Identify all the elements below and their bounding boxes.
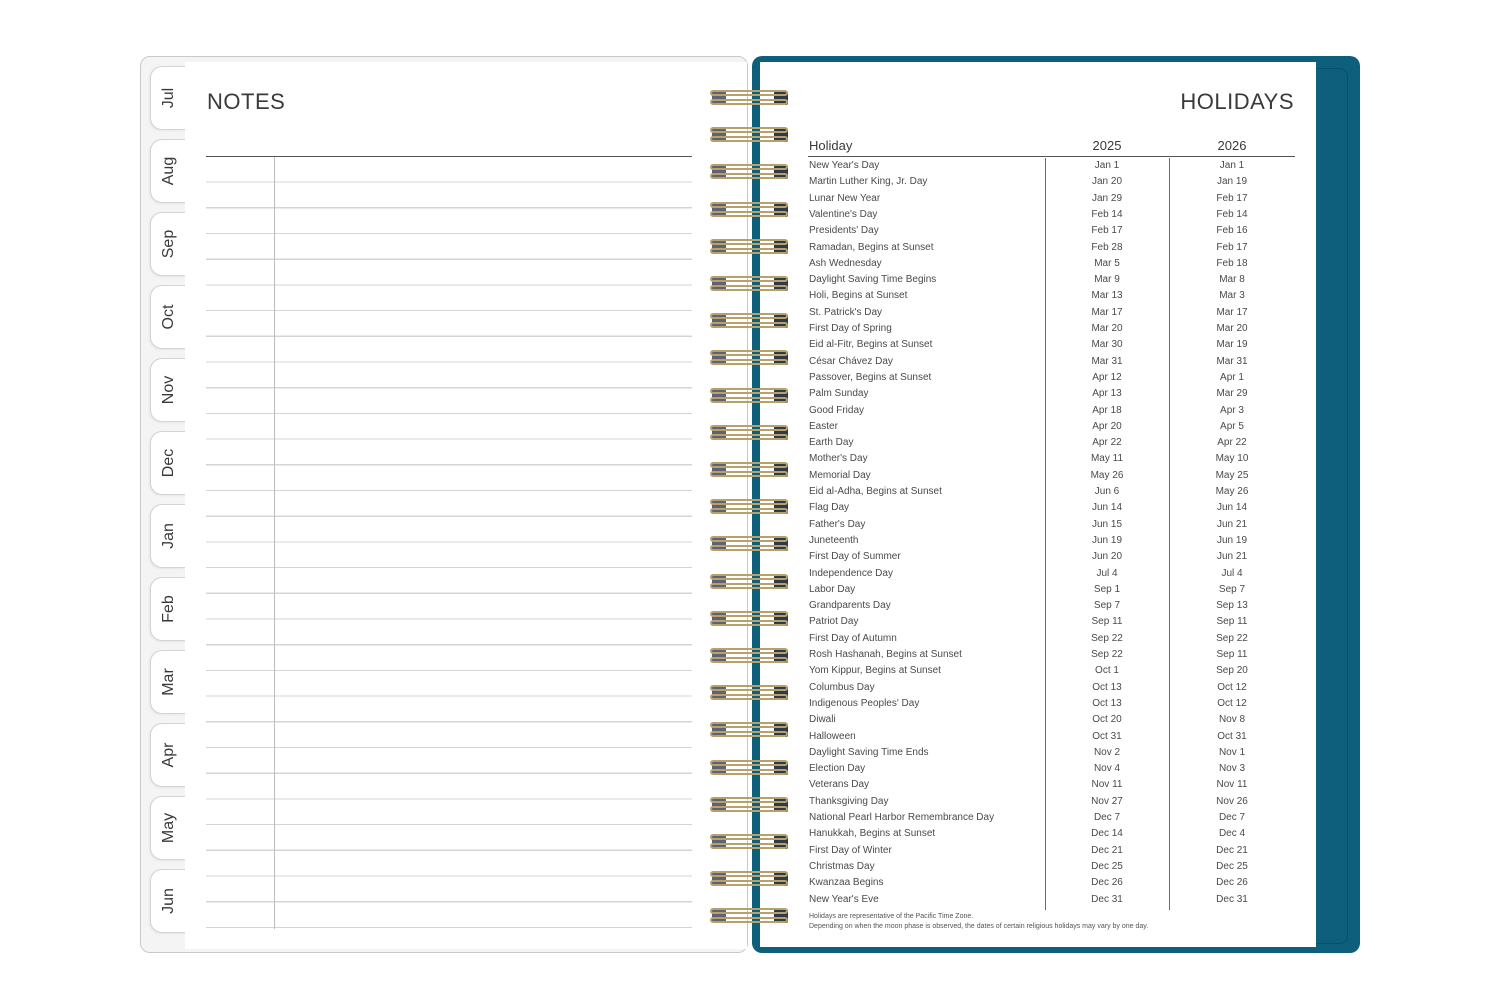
holiday-name: Yom Kippur, Begins at Sunset <box>809 665 941 677</box>
date-2026: Nov 3 <box>1218 763 1246 775</box>
date-2025: Sep 7 <box>1093 600 1121 612</box>
date-2025: Sep 22 <box>1091 632 1123 644</box>
date-2025: Sep 11 <box>1091 616 1123 628</box>
spiral-ring <box>706 572 790 592</box>
month-tab-apr[interactable] <box>150 723 186 787</box>
month-tab-label: Oct <box>159 304 177 330</box>
column-header-holiday: Holiday <box>809 138 853 153</box>
date-2025: Mar 13 <box>1091 290 1123 302</box>
holiday-name: Grandparents Day <box>809 600 891 612</box>
holiday-name: Eid al-Adha, Begins at Sunset <box>809 486 942 497</box>
holiday-name: Daylight Saving Time Begins <box>809 274 937 286</box>
spiral-ring <box>706 200 790 220</box>
date-2026: Mar 29 <box>1216 388 1248 400</box>
date-2026: Nov 26 <box>1216 795 1248 807</box>
date-2026: Oct 12 <box>1217 681 1247 693</box>
date-2026: Sep 13 <box>1216 600 1248 612</box>
date-2026: Jul 4 <box>1221 567 1243 579</box>
holiday-name: Rosh Hashanah, Begins at Sunset <box>809 649 962 660</box>
month-tab-label: Feb <box>159 595 177 623</box>
holiday-name: Hanukkah, Begins at Sunset <box>809 828 936 840</box>
date-2025: Apr 20 <box>1092 420 1122 432</box>
date-2025: May 26 <box>1090 469 1124 481</box>
date-2026: Mar 17 <box>1216 306 1248 318</box>
footnote-line: Depending on when the moon phase is observed, the dates of certain religious holidays may vary by one day. <box>809 922 1149 930</box>
date-2026: Nov 1 <box>1218 746 1246 758</box>
date-2026: Mar 19 <box>1216 339 1248 351</box>
date-2026: Jun 14 <box>1216 502 1248 514</box>
date-2025: Mar 30 <box>1091 339 1123 351</box>
holiday-name: First Day of Spring <box>809 323 892 334</box>
date-2026: Mar 8 <box>1219 274 1245 286</box>
date-2025: Dec 14 <box>1091 828 1123 840</box>
spiral-ring <box>706 906 790 926</box>
date-2025: Nov 4 <box>1093 763 1121 775</box>
holiday-name: Good Friday <box>809 404 865 416</box>
month-tab-label: May <box>159 812 177 844</box>
spiral-ring <box>706 237 790 257</box>
date-2025: Apr 13 <box>1092 388 1122 400</box>
month-tab-label: Mar <box>159 668 177 696</box>
spiral-ring <box>706 423 790 443</box>
month-tab-jan[interactable] <box>150 504 186 568</box>
month-tab-label: Jan <box>159 523 177 549</box>
holiday-name: Columbus Day <box>809 681 875 693</box>
holiday-name: Election Day <box>809 763 866 775</box>
date-2025: Feb 28 <box>1091 241 1123 253</box>
holiday-name: Earth Day <box>809 437 854 449</box>
date-2025: Jan 29 <box>1091 192 1123 204</box>
date-2025: Mar 5 <box>1094 257 1120 269</box>
spiral-ring <box>706 348 790 368</box>
date-2025: Dec 21 <box>1091 844 1123 856</box>
date-2025: Oct 31 <box>1092 730 1122 742</box>
holiday-name: New Year's Eve <box>809 893 879 905</box>
spiral-ring <box>706 125 790 145</box>
spiral-ring <box>706 386 790 406</box>
date-2025: Jun 14 <box>1091 502 1123 514</box>
holiday-name: Patriot Day <box>809 616 859 628</box>
date-2026: Nov 8 <box>1218 714 1246 726</box>
spiral-ring <box>706 460 790 480</box>
holiday-name: Easter <box>809 420 838 432</box>
spiral-binding <box>706 88 796 938</box>
date-2026: Dec 26 <box>1216 877 1248 889</box>
date-2025: Dec 31 <box>1091 893 1123 905</box>
date-2026: Mar 31 <box>1216 355 1248 367</box>
spiral-ring <box>706 869 790 889</box>
holiday-name: Presidents' Day <box>809 225 879 237</box>
holiday-name: Martin Luther King, Jr. Day <box>809 176 928 188</box>
date-2025: Jun 6 <box>1094 486 1120 497</box>
holiday-name: Independence Day <box>809 567 893 579</box>
date-2025: Jun 15 <box>1091 518 1123 530</box>
holiday-name: Diwali <box>809 714 836 726</box>
holiday-name: Passover, Begins at Sunset <box>809 371 932 383</box>
date-2026: Dec 4 <box>1218 828 1246 840</box>
holidays-header-rule <box>808 156 1295 157</box>
holiday-name: St. Patrick's Day <box>809 306 883 318</box>
date-2025: Oct 1 <box>1095 665 1119 677</box>
holiday-name: Juneteenth <box>809 534 859 546</box>
holiday-name: Daylight Saving Time Ends <box>809 746 929 758</box>
date-2026: Mar 20 <box>1216 323 1248 334</box>
holiday-name: Lunar New Year <box>809 192 881 204</box>
month-tab-feb[interactable] <box>150 577 186 641</box>
holiday-name: Eid al-Fitr, Begins at Sunset <box>809 339 933 351</box>
spiral-ring <box>706 497 790 517</box>
holiday-name: First Day of Summer <box>809 551 901 563</box>
date-2025: Feb 17 <box>1091 225 1123 237</box>
notes-lined-area[interactable] <box>206 157 692 929</box>
date-2026: Apr 22 <box>1217 437 1247 449</box>
date-2026: Jun 21 <box>1216 518 1248 530</box>
spiral-ring <box>706 758 790 778</box>
date-2025: Nov 11 <box>1091 779 1123 791</box>
spiral-ring <box>706 646 790 666</box>
month-tab-aug[interactable] <box>150 139 186 203</box>
date-2026: Mar 3 <box>1219 290 1245 302</box>
date-2026: Dec 21 <box>1216 844 1248 856</box>
date-2026: May 26 <box>1215 486 1249 497</box>
footnote-line: Holidays are representative of the Pacific Time Zone. <box>809 913 974 920</box>
date-2025: Feb 14 <box>1091 208 1123 220</box>
cover-edge <box>1316 68 1348 944</box>
month-tab-jul[interactable] <box>150 66 186 130</box>
holiday-name: Holi, Begins at Sunset <box>809 290 908 302</box>
spiral-ring <box>706 162 790 182</box>
date-2026: Apr 3 <box>1220 404 1244 416</box>
holiday-name: Christmas Day <box>809 860 875 872</box>
holiday-name: Father's Day <box>809 518 866 530</box>
date-2026: Feb 17 <box>1216 241 1248 253</box>
month-tab-dec[interactable] <box>150 431 186 495</box>
holiday-name: Halloween <box>809 730 856 742</box>
date-2026: Jan 1 <box>1219 160 1245 171</box>
date-2025: Apr 22 <box>1092 437 1122 449</box>
date-2025: Mar 31 <box>1091 355 1123 367</box>
date-2025: Nov 27 <box>1091 795 1123 807</box>
spiral-ring <box>706 274 790 294</box>
holiday-name: Palm Sunday <box>809 388 869 400</box>
date-2026: Dec 25 <box>1216 860 1248 872</box>
holiday-name: Thanksgiving Day <box>809 795 889 807</box>
holiday-name: First Day of Winter <box>809 844 892 856</box>
spiral-ring <box>706 609 790 629</box>
holiday-name: Kwanzaa Begins <box>809 877 884 889</box>
holiday-name: Indigenous Peoples' Day <box>809 697 920 709</box>
month-tab-label: Apr <box>159 742 177 768</box>
month-tab-label: Dec <box>159 448 177 478</box>
date-2025: Jan 20 <box>1091 176 1123 188</box>
date-2026: Sep 22 <box>1216 632 1248 644</box>
date-2026: Sep 20 <box>1216 665 1248 677</box>
date-2026: Oct 12 <box>1217 697 1247 709</box>
date-2025: Jan 1 <box>1094 160 1120 171</box>
holiday-name: Ramadan, Begins at Sunset <box>809 241 934 253</box>
date-2026: Oct 31 <box>1217 730 1247 742</box>
date-2025: Mar 9 <box>1094 274 1120 286</box>
notes-title: NOTES <box>207 89 286 114</box>
month-tab-nov[interactable] <box>150 358 186 422</box>
spiral-ring <box>706 88 790 108</box>
date-2025: Sep 1 <box>1093 583 1121 595</box>
holiday-name: Veterans Day <box>809 779 870 791</box>
month-tab-sep[interactable] <box>150 212 186 276</box>
holiday-name: First Day of Autumn <box>809 632 897 644</box>
spiral-ring <box>706 720 790 740</box>
date-2025: Sep 22 <box>1091 649 1123 660</box>
date-2025: Nov 2 <box>1093 746 1121 758</box>
spiral-ring <box>706 534 790 554</box>
date-2026: Dec 31 <box>1216 893 1248 905</box>
date-2025: Jun 19 <box>1091 534 1123 546</box>
holiday-name: César Chávez Day <box>809 355 893 367</box>
holiday-name: Ash Wednesday <box>809 257 882 269</box>
date-2026: Apr 1 <box>1220 371 1244 383</box>
date-2026: Feb 14 <box>1216 208 1248 220</box>
date-2025: Oct 13 <box>1092 681 1122 693</box>
date-2025: Mar 20 <box>1091 323 1123 334</box>
month-tab-label: Aug <box>159 156 177 186</box>
holiday-name: National Pearl Harbor Remembrance Day <box>809 812 995 823</box>
date-2026: Dec 7 <box>1218 812 1246 823</box>
date-2026: May 10 <box>1215 453 1249 465</box>
month-tab-label: Jul <box>159 87 177 109</box>
month-tab-jun[interactable] <box>150 869 186 933</box>
month-tab-mar[interactable] <box>150 650 186 714</box>
holiday-name: Labor Day <box>809 583 856 595</box>
column-header-2026: 2026 <box>1217 138 1247 153</box>
spiral-ring <box>706 683 790 703</box>
date-2025: Mar 17 <box>1091 306 1123 318</box>
date-2026: Jun 19 <box>1216 534 1248 546</box>
date-2025: Dec 7 <box>1093 812 1121 823</box>
column-header-2025: 2025 <box>1092 138 1122 153</box>
month-tab-label: Jun <box>159 888 177 914</box>
date-2025: Oct 20 <box>1092 714 1122 726</box>
holiday-name: Flag Day <box>809 502 850 514</box>
date-2026: Feb 17 <box>1216 192 1248 204</box>
date-2026: Nov 11 <box>1216 779 1248 791</box>
date-2026: Feb 16 <box>1216 225 1248 237</box>
date-2025: Dec 25 <box>1091 860 1123 872</box>
date-2025: Jun 20 <box>1091 551 1123 563</box>
notes-margin-line <box>274 157 275 929</box>
date-2025: Oct 13 <box>1092 697 1122 709</box>
date-2025: May 11 <box>1090 453 1124 465</box>
date-2025: Dec 26 <box>1091 877 1123 889</box>
holiday-name: Memorial Day <box>809 469 871 481</box>
date-2026: Sep 7 <box>1218 583 1246 595</box>
month-tab-label: Sep <box>159 229 177 259</box>
date-2026: May 25 <box>1215 469 1249 481</box>
month-tab-oct[interactable] <box>150 285 186 349</box>
spiral-ring <box>706 832 790 852</box>
holiday-name: New Year's Day <box>809 160 880 171</box>
spiral-ring <box>706 795 790 815</box>
date-2025: Apr 18 <box>1092 404 1122 416</box>
date-2025: Apr 12 <box>1092 371 1122 383</box>
date-2026: Jun 21 <box>1216 551 1248 563</box>
spiral-ring <box>706 311 790 331</box>
month-tab-label: Nov <box>159 375 177 405</box>
date-2026: Sep 11 <box>1216 616 1248 628</box>
date-2026: Sep 11 <box>1216 649 1248 660</box>
holidays-footnote <box>809 912 1309 931</box>
date-2026: Jan 19 <box>1216 176 1248 188</box>
holiday-name: Valentine's Day <box>809 208 878 220</box>
date-2025: Jul 4 <box>1096 567 1118 579</box>
holiday-name: Mother's Day <box>809 453 868 465</box>
month-tabs <box>150 66 186 944</box>
date-2026: Feb 18 <box>1216 257 1248 269</box>
holidays-title: HOLIDAYS <box>1180 89 1294 114</box>
month-tab-may[interactable] <box>150 796 186 860</box>
column-divider <box>1169 158 1170 910</box>
date-2026: Apr 5 <box>1220 420 1244 432</box>
